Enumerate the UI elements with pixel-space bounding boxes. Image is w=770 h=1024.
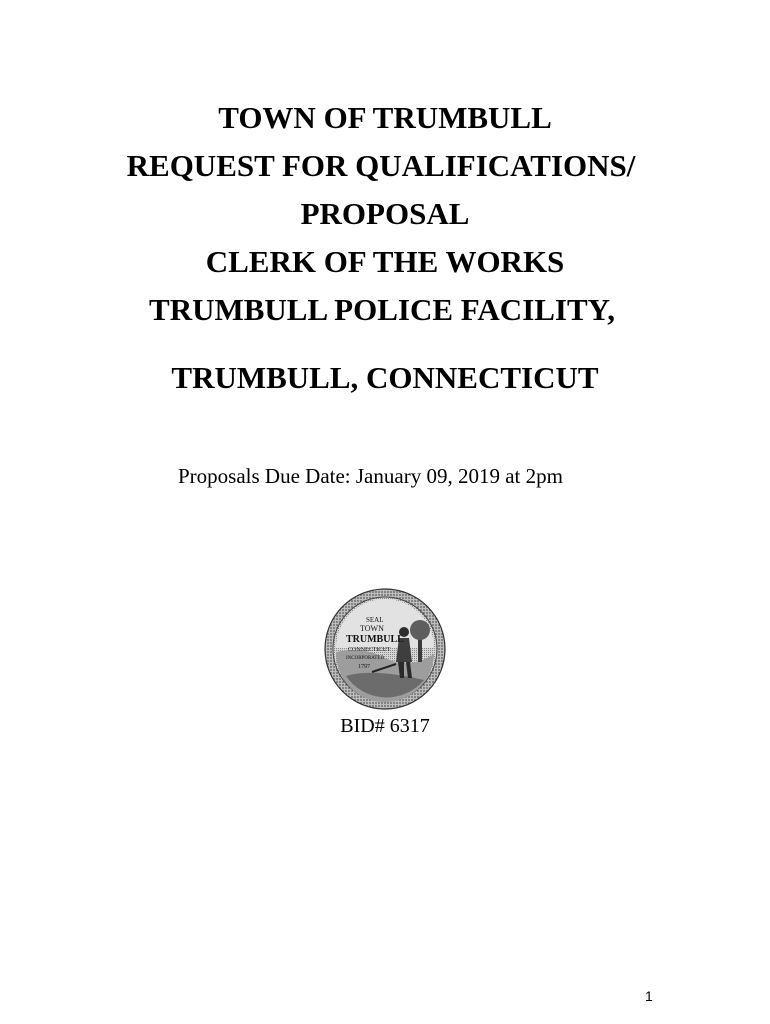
title-line-facility: TRUMBULL POLICE FACILITY,	[149, 292, 615, 327]
seal-text-incorporated: INCORPORATED	[346, 656, 385, 661]
bid-number	[0, 713, 770, 739]
title-line-clerk: CLERK OF THE WORKS	[205, 244, 565, 279]
seal-text-trumbull: TRUMBULL	[346, 634, 404, 645]
title-line-town: TOWN OF TRUMBULL	[218, 100, 552, 135]
seal-text-connecticut: CONNECTICUT	[348, 647, 391, 653]
title-line-request: REQUEST FOR QUALIFICATIONS/	[126, 148, 636, 183]
seal-text-year: 1797	[358, 664, 370, 670]
town-seal-icon	[324, 588, 446, 710]
document-title	[0, 94, 770, 402]
proposals-due-date: Proposals Due Date: January 09, 2019 at 2pm	[178, 464, 563, 488]
title-line-location: TRUMBULL, CONNECTICUT	[171, 360, 599, 395]
seal-text-town: TOWN	[360, 624, 384, 633]
page-number: 1	[645, 988, 653, 1004]
bid-number-text: BID# 6317	[340, 715, 430, 737]
seal-text-seal: SEAL	[366, 616, 384, 624]
title-line-proposal: PROPOSAL	[300, 196, 470, 231]
